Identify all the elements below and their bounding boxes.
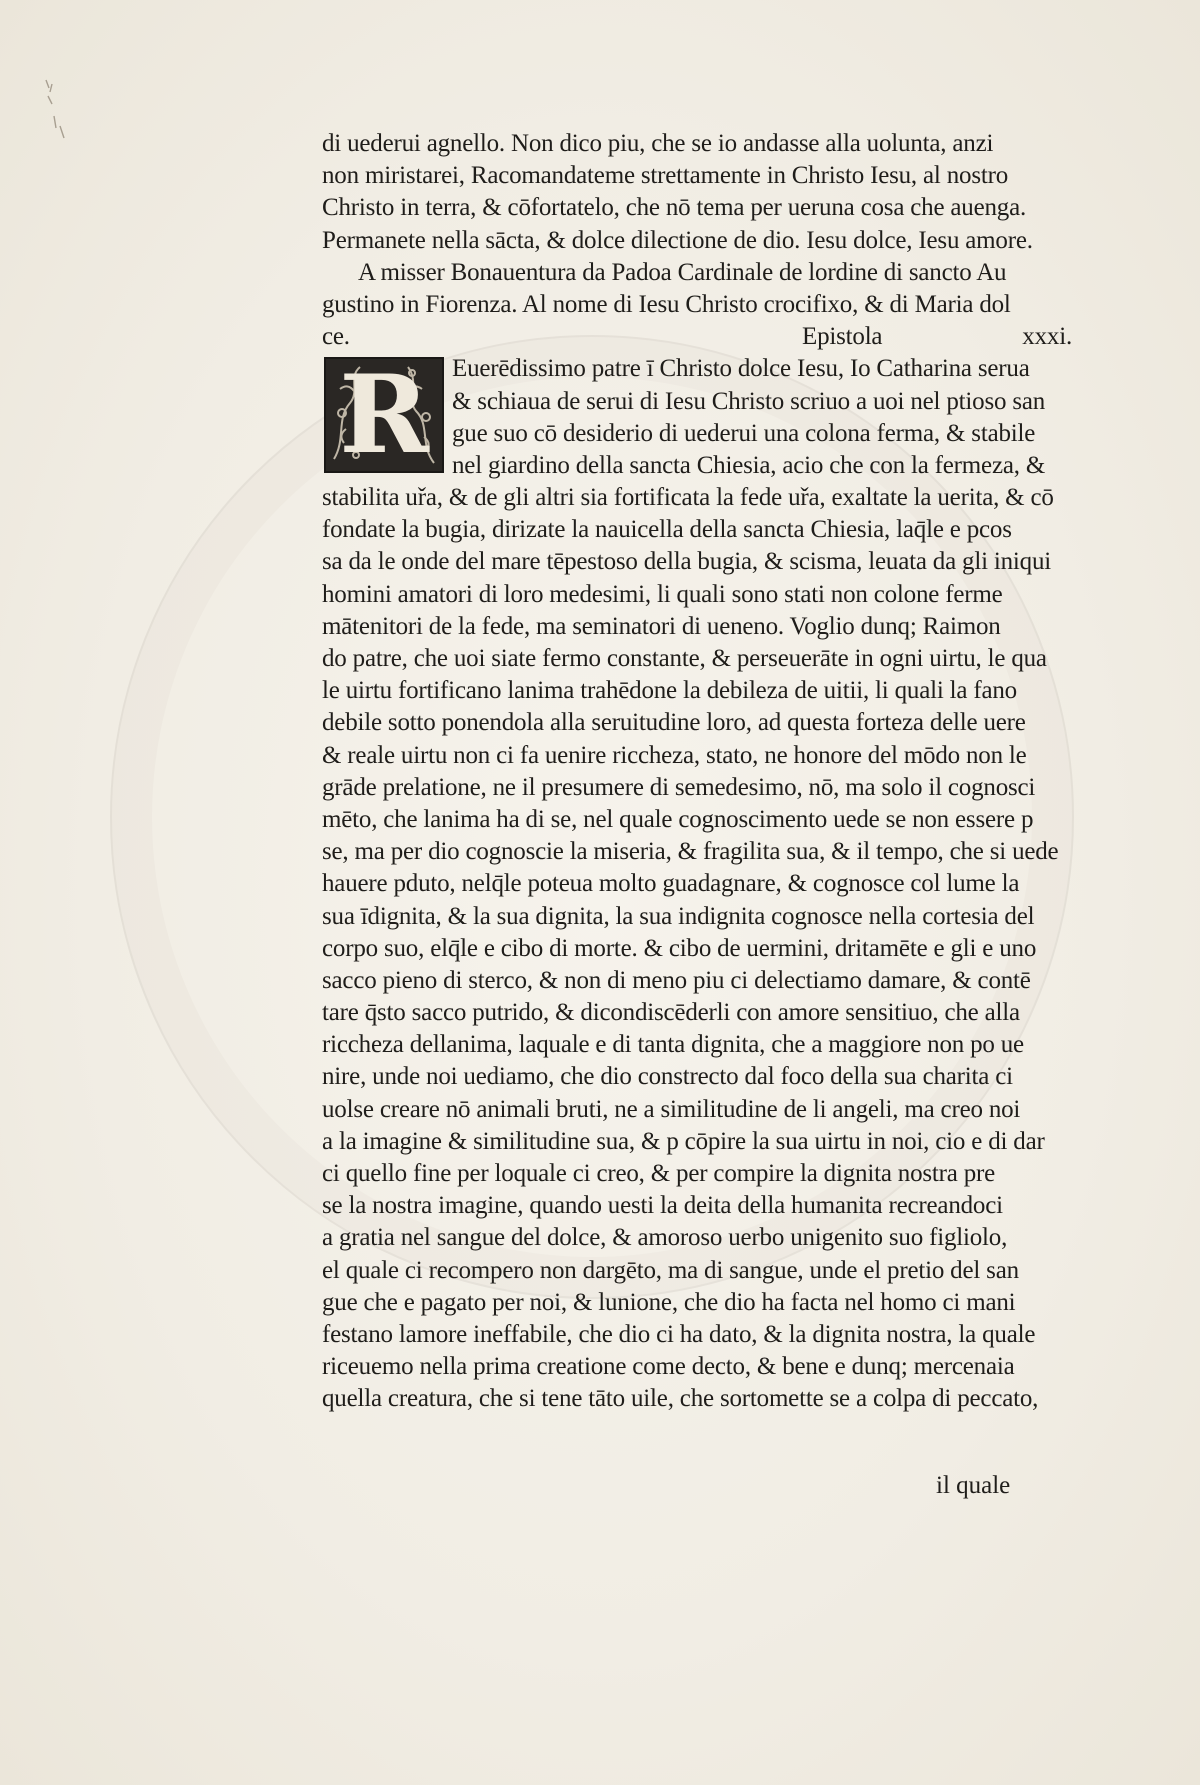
text-line: se, ma per dio cognoscie la miseria, & fragilita sua, & il tempo, che si uede: [322, 838, 1059, 866]
dropcap-paragraph: [322, 353, 1082, 482]
text-line: mēto, che lanima ha di se, nel quale cognoscimento uede se non essere p: [322, 805, 1034, 833]
text-line: gue che e pagato per noi, & lunione, che dio ha facta nel homo ci mani: [322, 1288, 1016, 1316]
text-line: nel giardino della sancta Chiesia, acio che con la fermeza, &: [452, 451, 1046, 479]
text-line: sacco pieno di sterco, & non di meno piu ci delectiamo damare, & contē: [322, 966, 1031, 994]
text-line: nire, unde noi uediamo, che dio constrecto dal foco della sua charita ci: [322, 1063, 1013, 1091]
text-line: fondate la bugia, dirizate la nauicella della sancta Chiesia, laq̄le e pcos: [322, 516, 1012, 544]
text-line: hauere pduto, nelq̄le poteua molto guadagnare, & cognosce col lume la: [322, 870, 1020, 898]
text-block: [322, 128, 1082, 1416]
text-line: mātenitori de la fede, ma seminatori di ueneno. Voglio dunq; Raimon: [322, 612, 1001, 640]
text-line: quella creatura, che si tene tāto uile, che sortomette se a colpa di peccato,: [322, 1385, 1039, 1413]
text-line: festano lamore ineffabile, che dio ci ha dato, & la dignita nostra, la quale: [322, 1320, 1036, 1348]
text-line: uolse creare nō animali bruti, ne a similitudine de li angeli, ma creo noi: [322, 1095, 1021, 1123]
text-line: sua īdignita, & la sua dignita, la sua indignita cognosce nella cortesia del: [322, 902, 1035, 930]
text-line: gue suo cō desiderio di uederui una colona ferma, & stabile: [452, 419, 1036, 447]
text-line: Christo in terra, & cōfortatelo, che nō tema per ueruna cosa che auenga.: [322, 194, 1027, 222]
text-line: Euerēdissimo patre ī Christo dolce Iesu, Io Catharina serua: [452, 355, 1030, 383]
text-line: homini amatori di loro medesimi, li quali sono stati non colone ferme: [322, 580, 1003, 608]
text-line: stabilita uřa, & de gli altri sia fortificata la fede uřa, exaltate la uerita, & cō: [322, 484, 1054, 512]
epistola-label: Epistola: [802, 323, 883, 351]
text-line: sa da le onde del mare tēpestoso della bugia, & scisma, leuata da gli iniqui: [322, 548, 1052, 576]
paper-speck-marks: [40, 76, 80, 146]
text-line: el quale ci recompero non dargēto, ma di sangue, unde el pretio del san: [322, 1256, 1019, 1284]
text-line: Permanete nella sācta, & dolce dilectione de dio. Iesu dolce, Iesu amore.: [322, 226, 1033, 254]
text-line: corpo suo, elq̄le e cibo di morte. & cibo de uermini, dritamēte e gli e uno: [322, 934, 1037, 962]
text-line: non miristarei, Racomandateme strettamente in Christo Iesu, al nostro: [322, 162, 1009, 190]
epistola-heading: [322, 321, 1082, 353]
body-lines: [322, 482, 1082, 1415]
heading-end-word: ce.: [322, 323, 350, 351]
text-line: riccheza dellanima, laquale e di tanta dignita, che a maggiore non po ue: [322, 1031, 1024, 1059]
text-line: & schiaua de serui di Iesu Christo scriuo a uoi nel ptioso san: [452, 387, 1046, 415]
dropcap-side-lines: [452, 353, 1092, 482]
text-line: di uederui agnello. Non dico piu, che se io andasse alla uolunta, anzi: [322, 130, 994, 157]
dropcap-letter: R: [339, 357, 429, 474]
letter-address-line: A misser Bonauentura da Padoa Cardinale de lordine di sancto Au: [358, 258, 1007, 286]
text-line: tare q̄sto sacco putrido, & dicondiscēderli con amore sensitiuo, che alla: [322, 999, 1020, 1027]
epistola-number: xxxi.: [1022, 323, 1072, 351]
letter-address-line: gustino in Fiorenza. Al nome di Iesu Christo crocifixo, & di Maria dol: [322, 290, 1011, 318]
text-line: grāde prelatione, ne il presumere di semedesimo, nō, ma solo il cognosci: [322, 773, 1036, 801]
text-line: debile sotto ponendola alla seruitudine loro, ad questa forteza delle uere: [322, 709, 1026, 737]
text-line: ci quello fine per loquale ci creo, & per compire la dignita nostra pre: [322, 1160, 996, 1188]
text-line: le uirtu fortificano lanima trahēdone la debileza de uitii, li quali la fano: [322, 677, 1017, 705]
text-line: do patre, che uoi siate fermo constante, & perseuerāte in ogni uirtu, le qua: [322, 645, 1047, 673]
text-line: a la imagine & similitudine sua, & p cōpire la sua uirtu in noi, cio e di dar: [322, 1127, 1045, 1155]
text-line: se la nostra imagine, quando uesti la deita della humanita recreandoci: [322, 1192, 1003, 1220]
catchword: il quale: [936, 1472, 1011, 1499]
text-line: a gratia nel sangue del dolce, & amoroso uerbo unigenito suo figliolo,: [322, 1224, 1008, 1252]
text-line: & reale uirtu non ci fa uenire riccheza, stato, ne honore del mōdo non le: [322, 741, 1027, 769]
text-line: riceuemo nella prima creatione come decto, & bene e dunq; mercenaia: [322, 1353, 1015, 1381]
dropcap-initial: [324, 357, 444, 473]
